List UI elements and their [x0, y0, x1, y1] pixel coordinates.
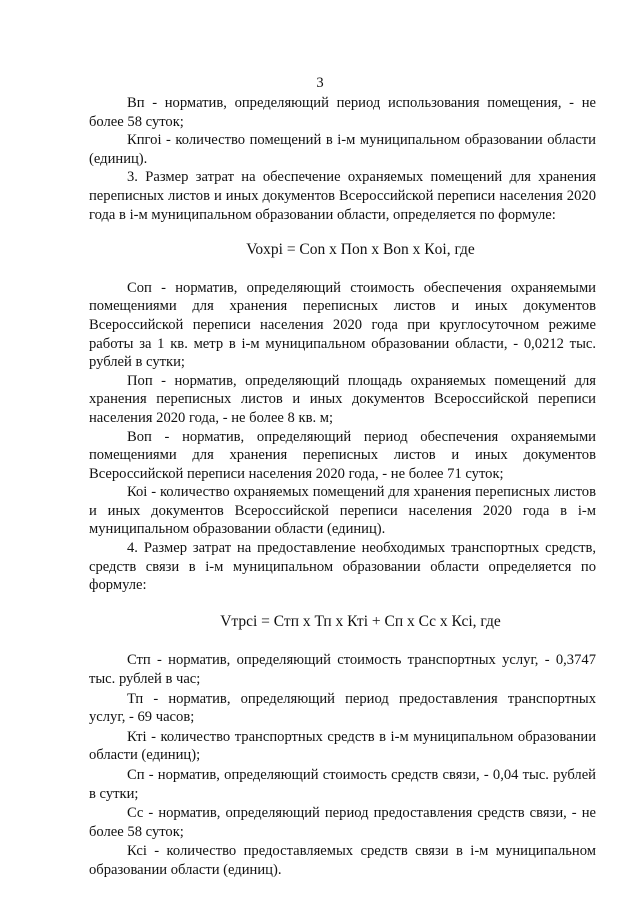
page-number: 3 — [316, 75, 324, 91]
paragraph-sp: Сп - норматив, определяющий стоимость средств связи, - 0,04 тыс. рублей в сутки; — [89, 767, 596, 802]
formula-vtrsi: Vтрсі = Стп x Тп x Ктi + Сп x Сс x Ксi, где — [220, 612, 501, 630]
paragraph-kti: Ктi - количество транспортных средств в і-м муниципальном образовании области (единиц); — [89, 728, 596, 764]
document-body — [89, 94, 596, 880]
paragraph-tp: Тп - норматив, определяющий период предоставления транспортных услуг, - 69 часов; — [89, 690, 596, 726]
paragraph-vp: Вп - норматив, определяющий период использования помещения, - не более 58 суток; — [89, 95, 596, 130]
paragraph-ksi: Ксі - количество предоставляемых средств связи в і-м муниципальном образовании области (единиц). — [89, 843, 596, 878]
formula-voxpi: Voxpi = Con x Пon x Вon x Кoi, где — [246, 241, 475, 259]
paragraph-koi: Коі - количество охраняемых помещений для хранения переписных листов и иных документов Всероссийской переписи населения 2020 года в і-м муниципальном образовании области (единиц). — [89, 484, 596, 538]
paragraph-kpgoi: Кпгоі - количество помещений в і-м муниципальном образовании области (единиц). — [89, 132, 596, 167]
paragraph-pon: Поп - норматив, определяющий площадь охраняемых помещений для хранения переписных листов и иных документов Всероссийской переписи населения 2020 года, - не более 8 кв. м; — [89, 372, 596, 426]
paragraph-section-3: 3. Размер затрат на обеспечение охраняемых помещений для хранения переписных листов и иных документов Всероссийской переписи населения 2020 года в і-м муниципальном образовании области, определяется по формуле: — [89, 169, 596, 223]
paragraph-von: Воп - норматив, определяющий период обеспечения охраняемыми помещениями для хранения переписных листов и иных документов Всероссийской переписи населения 2020 года, - не более 71 суток; — [89, 428, 596, 482]
paragraph-stp: Стп - норматив, определяющий стоимость транспортных услуг, - 0,3747 тыс. рублей в час; — [89, 652, 596, 688]
paragraph-con: Соп - норматив, определяющий стоимость обеспечения охраняемыми помещениями для хранения переписных листов и иных документов Всероссийской переписи населения 2020 года при круглосуточном режиме работы за 1 кв. метр в і-м муниципальном образовании области, - 0,0212 тыс. рублей в сутки; — [89, 279, 596, 371]
paragraph-ss: Сс - норматив, определяющий период предоставления средств связи, - не более 58 суток; — [89, 805, 596, 840]
paragraph-section-4: 4. Размер затрат на предоставление необходимых транспортных средств, средств связи в і-м муниципальном образовании области определяется по формуле: — [89, 540, 596, 594]
